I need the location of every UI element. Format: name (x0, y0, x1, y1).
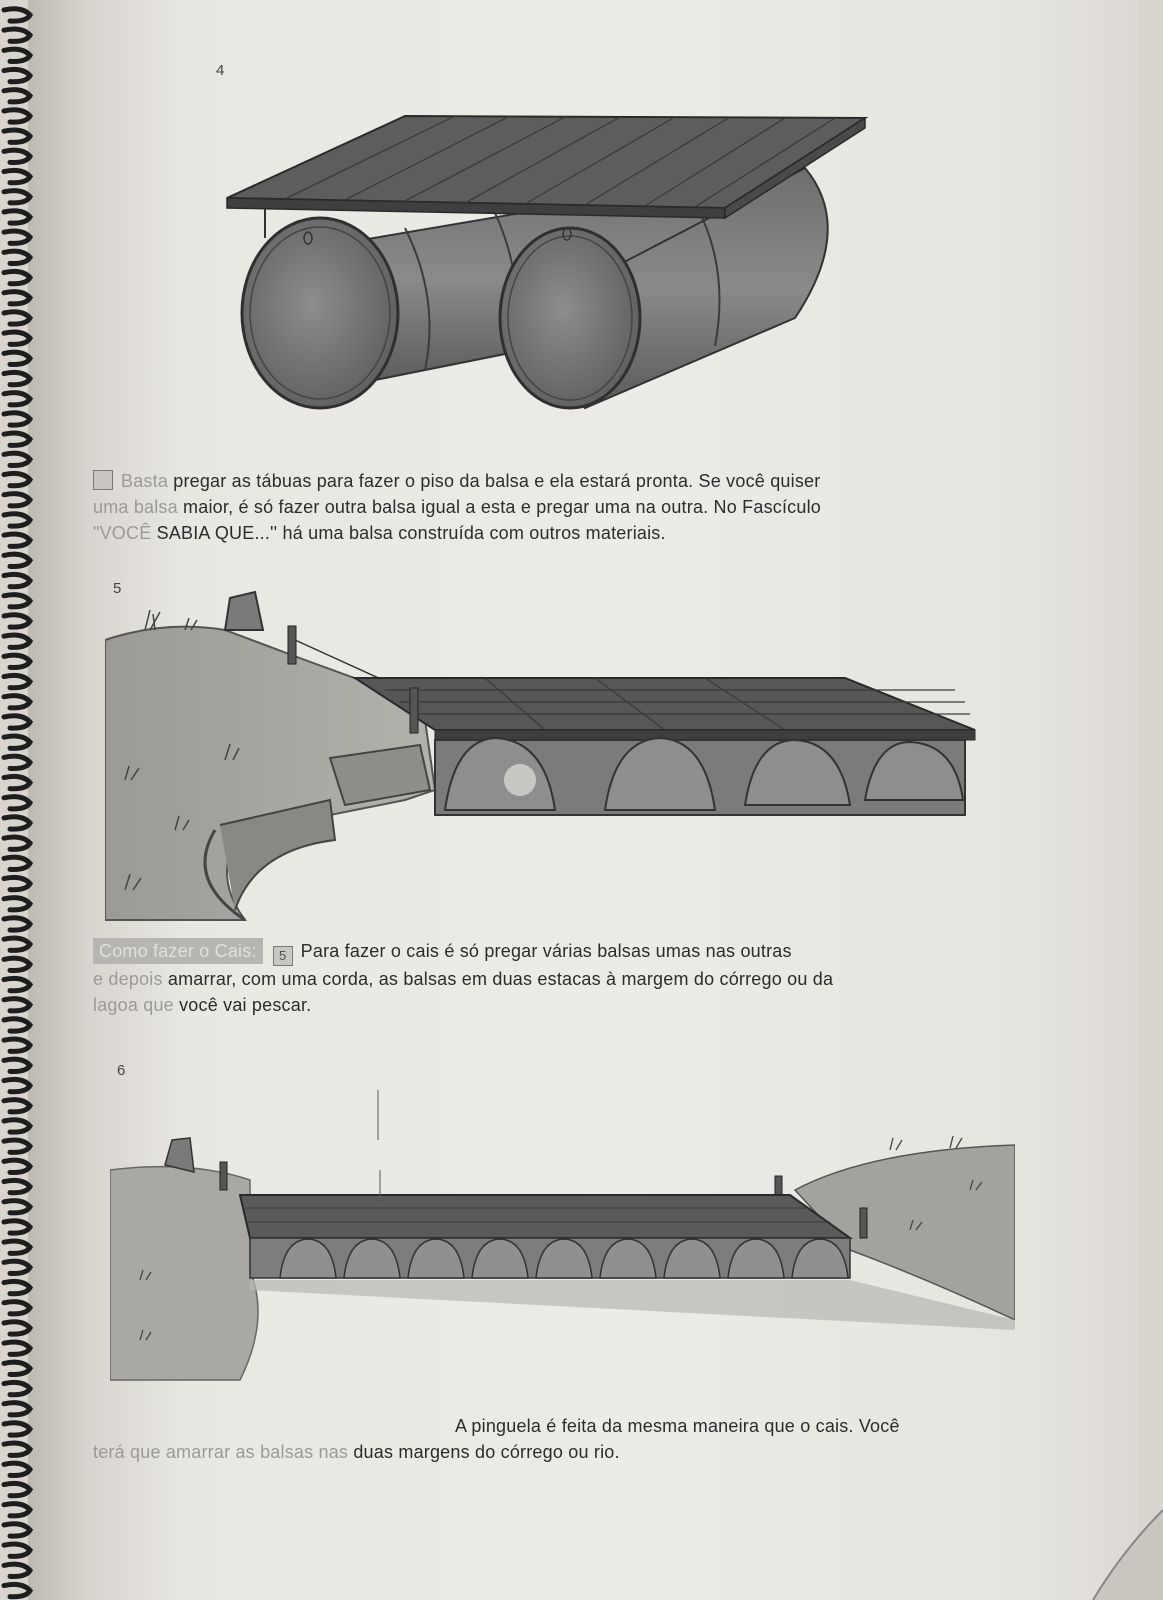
spiral-coil (4, 675, 30, 687)
spiral-coil (4, 655, 30, 667)
spiral-coil (4, 49, 30, 61)
spiral-coil (4, 514, 30, 526)
spiral-coil (4, 110, 30, 122)
spiral-coil (4, 1544, 30, 1556)
spiral-coil (4, 29, 30, 41)
spiral-coil (4, 372, 30, 384)
spiral-coil (4, 130, 30, 142)
spiral-coil (4, 1403, 30, 1415)
spiral-coil (4, 1079, 30, 1091)
bleed-through (110, 60, 135, 140)
spiral-coil (4, 958, 30, 970)
paragraph-raft-deck: Basta pregar as tábuas para fazer o piso da balsa e ela estará pronta. Se você quiser uma balsa maior, é só fazer outra balsa igual a esta e pregar uma na outra. No Fascículo "VOCÊ SABIA QUE...'' há uma balsa construída com outros materiais. (93, 471, 821, 543)
spiral-coil (4, 1019, 30, 1031)
figure-footbridge (110, 1090, 1015, 1390)
figure-number-5: 5 (113, 580, 122, 597)
spiral-coil (4, 716, 30, 728)
spiral-coil (4, 9, 30, 21)
spiral-coil (4, 1382, 30, 1394)
spiral-coil (4, 90, 30, 102)
spiral-coil (4, 999, 30, 1011)
spiral-coil (4, 898, 30, 910)
spiral-coil (4, 352, 30, 364)
spiral-coil (4, 312, 30, 324)
paragraph-footbridge: A pinguela é feita da mesma maneira que o cais. Você terá que amarrar as balsas nas duas margens do córrego ou rio. (93, 1416, 900, 1462)
spiral-coil (4, 696, 30, 708)
spiral-coil (4, 231, 30, 243)
spiral-coil (4, 1120, 30, 1132)
paragraph-marker-icon (93, 470, 113, 490)
spiral-coil (4, 554, 30, 566)
spiral-coil (4, 211, 30, 223)
spiral-coil (4, 251, 30, 263)
spiral-coil (4, 1524, 30, 1536)
spiral-coil (4, 1059, 30, 1071)
figure-number-4: 4 (216, 62, 225, 79)
section-heading-dock: Como fazer o Cais: (93, 938, 263, 964)
spiral-coil (4, 1584, 30, 1596)
spiral-coil (4, 473, 30, 485)
spiral-coil (4, 978, 30, 990)
spiral-coil (4, 776, 30, 788)
spiral-coil (4, 1362, 30, 1374)
paragraph-marker-icon: 5 (273, 946, 293, 966)
figure-number-6: 6 (117, 1062, 126, 1079)
spiral-coil (4, 857, 30, 869)
spiral-coil (4, 170, 30, 182)
spiral-coil (4, 1201, 30, 1213)
spiral-coil (4, 1221, 30, 1233)
spiral-coil (4, 837, 30, 849)
spiral-coil (4, 918, 30, 930)
spiral-coil (4, 877, 30, 889)
spiral-coil (4, 797, 30, 809)
spiral-coil (4, 1140, 30, 1152)
spiral-coil (4, 615, 30, 627)
spiral-coil (4, 1039, 30, 1051)
spiral-coil (4, 1443, 30, 1455)
spiral-coil (4, 1100, 30, 1112)
spiral-coil (4, 595, 30, 607)
spiral-coil (4, 1322, 30, 1334)
spiral-coil (4, 1261, 30, 1273)
spiral-coil (4, 433, 30, 445)
spiral-coil (4, 150, 30, 162)
spiral-coil (4, 494, 30, 506)
figure-dock (105, 590, 995, 930)
spiral-coil (4, 292, 30, 304)
spiral-coil (4, 574, 30, 586)
spiral-binding (0, 0, 40, 1600)
spiral-coil (4, 1483, 30, 1495)
spiral-coil (4, 393, 30, 405)
spiral-coil (4, 1281, 30, 1293)
spiral-coil (4, 938, 30, 950)
spiral-coil (4, 69, 30, 81)
spiral-coil (4, 1504, 30, 1516)
spiral-coil (4, 817, 30, 829)
spiral-coil (4, 534, 30, 546)
spiral-coil (4, 191, 30, 203)
spiral-coil (4, 1423, 30, 1435)
spiral-coil (4, 1342, 30, 1354)
spiral-coil (4, 756, 30, 768)
page-corner-curl (1053, 1490, 1163, 1600)
spiral-coil (4, 1564, 30, 1576)
spiral-coil (4, 1302, 30, 1314)
spiral-coil (4, 635, 30, 647)
spiral-coil (4, 1241, 30, 1253)
spiral-coil (4, 1160, 30, 1172)
figure-raft-barrels (225, 108, 895, 418)
spiral-coil (4, 271, 30, 283)
spiral-coil (4, 1180, 30, 1192)
spiral-coil (4, 413, 30, 425)
spiral-coil (4, 736, 30, 748)
spiral-coil (4, 332, 30, 344)
spiral-coil (4, 453, 30, 465)
spiral-coil (4, 1463, 30, 1475)
paragraph-dock: Como fazer o Cais: 5 Para fazer o cais é só pregar várias balsas umas nas outras e depois amarrar, com uma corda, as balsas em duas estacas à margem do córrego ou da lagoa que você vai pescar. (93, 938, 993, 1018)
